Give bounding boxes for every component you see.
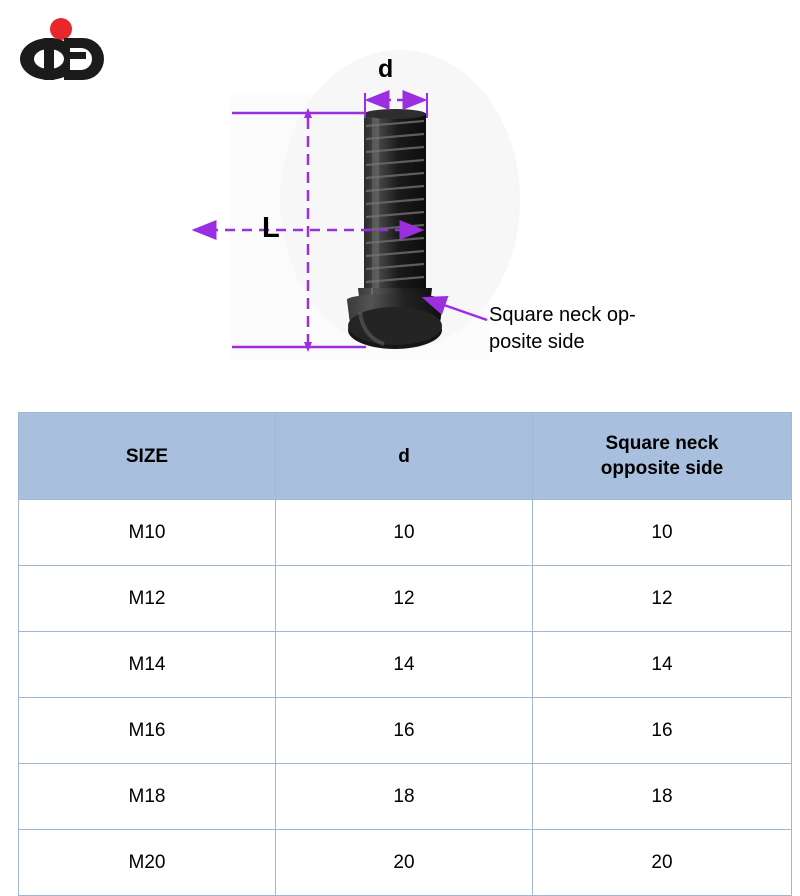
- callout-line-1: Square neck op-: [489, 304, 636, 326]
- column-header-d: d: [276, 413, 533, 500]
- table-row: [19, 566, 792, 632]
- specification-table: [18, 412, 792, 896]
- cell-size: M16: [19, 698, 276, 764]
- dimension-label-d: d: [378, 55, 394, 83]
- table-row: [19, 632, 792, 698]
- callout-square-neck-label: [489, 302, 709, 356]
- column-header-neck-line-2: opposite side: [600, 458, 724, 479]
- cell-neck: 12: [533, 566, 792, 632]
- dimension-label-L: L: [262, 212, 280, 244]
- cell-neck: 14: [533, 632, 792, 698]
- table-header: [19, 413, 792, 500]
- cell-size: M12: [19, 566, 276, 632]
- cell-d: 20: [276, 830, 533, 896]
- cell-size: M10: [19, 500, 276, 566]
- cell-d: 16: [276, 698, 533, 764]
- product-diagram: [0, 0, 800, 400]
- table-row: [19, 500, 792, 566]
- cell-neck: 16: [533, 698, 792, 764]
- cell-neck: 20: [533, 830, 792, 896]
- cell-neck: 18: [533, 764, 792, 830]
- cell-size: M14: [19, 632, 276, 698]
- table-row: [19, 764, 792, 830]
- column-header-size: SIZE: [19, 413, 276, 500]
- cell-neck: 10: [533, 500, 792, 566]
- cell-d: 10: [276, 500, 533, 566]
- cell-d: 12: [276, 566, 533, 632]
- column-header-square-neck: [533, 413, 792, 500]
- specification-table-container: [18, 412, 782, 896]
- cell-d: 18: [276, 764, 533, 830]
- column-header-neck-line-1: Square neck: [605, 433, 719, 454]
- cell-d: 14: [276, 632, 533, 698]
- table-body: [19, 500, 792, 896]
- table-row: [19, 698, 792, 764]
- callout-line-2: posite side: [489, 331, 585, 353]
- table-header-row: [19, 413, 792, 500]
- cell-size: M18: [19, 764, 276, 830]
- cell-size: M20: [19, 830, 276, 896]
- table-row: [19, 830, 792, 896]
